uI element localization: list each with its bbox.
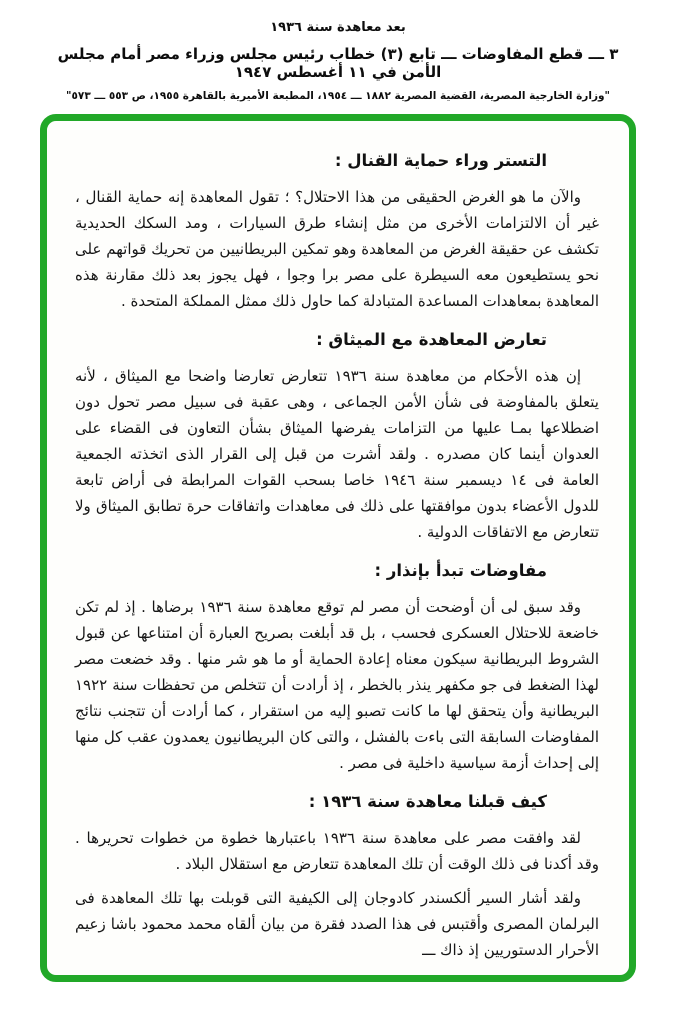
highlighted-text-frame: [40, 114, 636, 982]
section-paragraph: إن هذه الأحكام من معاهدة سنة ١٩٣٦ تتعارض تعارضا واضحا مع الميثاق ، لأنه يتعلق بالمفاوضة فى شأن الأمن الجماعى ، وهى عقبة فى سبيل مصر تحول دون اضطلاعها بمـا عليها من التزامات يفرضها الميثاق بشأن التعاون فى القضاء على العدوان أينما كان مصدره . ولقد أشرت من قبل إلى القرار الذى اتخذته الجمعية العامة فى ١٤ ديسمبر سنة ١٩٤٦ خاصا بسحب القوات المرابطة فى أراض تابعة للدول الأعضاء بدون موافقتها على ذلك فى معاهدات واتفاقات حرة تطابق الميثاق ولا تتعارض مع الاتفاقات الدولية .: [75, 367, 599, 541]
section-paragraph: لقد وافقت مصر على معاهدة سنة ١٩٣٦ باعتبارها خطوة من خطوات تحريرها . وقد أكدنا فى ذلك الوقت أن تلك المعاهدة تتعارض مع استقلال البلاد .: [75, 829, 599, 873]
section-paragraph: وقد سبق لى أن أوضحت أن مصر لم توقع معاهدة سنة ١٩٣٦ برضاها . إذ لم تكن خاضعة للاحتلال العسكرى فحسب ، بل قد أبلغت بصريح العبارة أن امتناعها عن قبول الشروط البريطانية سيكون معناه إعادة الحماية أو ما هو شر منها . وقد خضعت مصر لهذا الضغط فى جو مكفهر ينذر بالخطر ، إذ أرادت أن تتخلص من تحفظات سنة ١٩٢٢ البريطانية وأن يتحقق لها ما كانت تصبو إليه من استقرار ، كما أرادت أن تتجنب نتائج المفاوضات السابقة التى باءت بالفشل ، والتى كان البريطانيون يعمدون عقب كل منها إلى إحداث أزمة سياسية داخلية فى مصر .: [75, 598, 599, 772]
header-source-citation: "وزارة الخارجية المصرية، القضية المصرية ١٨٨٢ ـــ ١٩٥٤، المطبعة الأميرية بالقاهرة ١٩٥٥، ص ٥٥٣ ـــ ٥٧٣": [66, 90, 610, 102]
section-heading: مفاوضات تبدأ بإنذار :: [374, 561, 547, 580]
section-how-we-accepted-treaty: [75, 792, 599, 963]
section-paragraph: ولقد أشار السير ألكسندر كادوجان إلى الكيفية التى قوبلت بها تلك المعاهدة فى البرلمان المصرى وأقتبس فى هذا الصدد فقرة من بيان ألقاه محمد محمود باشا زعيم الأحرار الدستوريين إذ ذاك ـــ: [75, 889, 599, 959]
header-chapter-title: بعد معاهدة سنة ١٩٣٦: [270, 20, 406, 35]
section-treaty-charter-conflict: [75, 330, 599, 545]
section-heading: كيف قبلنا معاهدة سنة ١٩٣٦ :: [308, 792, 547, 811]
section-negotiations-ultimatum: [75, 561, 599, 776]
section-paragraph: والآن ما هو الغرض الحقيقى من هذا الاحتلال؟ ؛ تقول المعاهدة إنه حماية القنال ، غير أن الالتزامات الأخرى من مثل إنشاء طرق السيارات ، ومد السكك الحديدية تكشف عن حقيقة الغرض من المعاهدة وهو تمكين البريطانيين من تحريك قواتهم على نحو يستطيعون معه السيطرة على مصر برا وجوا ، فهل يجوز بعد ذلك مقارنة هذه المعاهدة بمعاهدات المساعدة المتبادلة كما حاول ذلك ممثل المملكة المتحدة .: [75, 188, 599, 310]
section-heading: تعارض المعاهدة مع الميثاق :: [316, 330, 547, 349]
section-canal-protection: [75, 151, 599, 314]
section-heading: التستر وراء حماية القنال :: [334, 151, 547, 170]
header-document-title: ٣ ـــ قطع المفاوضات ـــ تابع (٣) خطاب رئيس مجلس وزراء مصر أمام مجلس الأمن في ١١ أغسطس ١٩٤٧: [57, 45, 619, 81]
document-header: [0, 0, 676, 102]
